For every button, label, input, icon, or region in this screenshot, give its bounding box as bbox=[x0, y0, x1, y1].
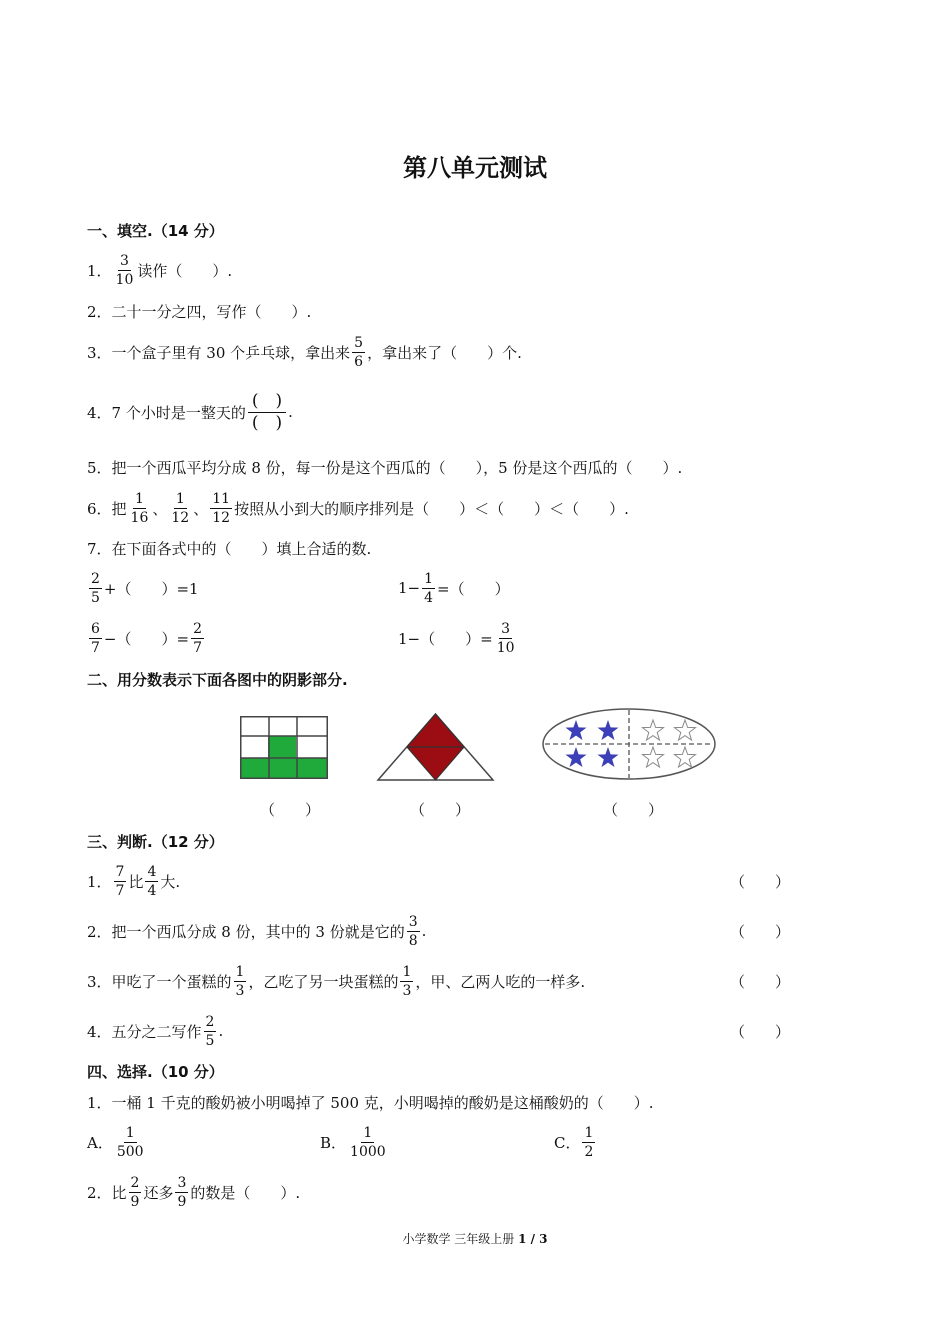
j1-fraction-a-numerator: 7 bbox=[115, 863, 125, 880]
q1-number: 1． bbox=[87, 261, 112, 280]
j1-fraction-a-denominator: 7 bbox=[115, 882, 125, 899]
option-b bbox=[320, 1120, 390, 1164]
ellipse-stars-figure bbox=[541, 707, 717, 781]
q4-text-after: . bbox=[288, 403, 293, 421]
j3-fraction-a-numerator: 1 bbox=[235, 963, 245, 980]
s4-q2-fraction-b-denominator: 9 bbox=[177, 1193, 187, 1210]
eq3-text: −（ ）= bbox=[103, 629, 190, 648]
q6-fraction-c-numerator: 11 bbox=[212, 490, 231, 507]
option-c bbox=[554, 1120, 597, 1164]
j2-mark-box: （ ） bbox=[730, 922, 791, 941]
option-c-fraction bbox=[582, 1126, 595, 1159]
grid-shaded-row bbox=[240, 758, 328, 779]
q1-fraction bbox=[114, 254, 136, 287]
footer-text: 小学数学 三年级上册 bbox=[402, 1232, 519, 1246]
j3-fraction-b-denominator: 3 bbox=[402, 982, 412, 999]
j3-fraction-b-numerator: 1 bbox=[402, 963, 412, 980]
j1-fraction-b bbox=[145, 865, 158, 898]
option-a-fraction bbox=[115, 1126, 146, 1159]
eq1-fraction bbox=[89, 572, 102, 605]
option-b-denominator: 1000 bbox=[350, 1143, 386, 1160]
s4-q2-fraction-a-denominator: 9 bbox=[130, 1193, 140, 1210]
grid-shaded-cell bbox=[268, 736, 296, 758]
eq1-fraction-numerator: 2 bbox=[91, 570, 100, 587]
eq2-fraction bbox=[422, 572, 435, 605]
s4-question-1: 1．一桶 1 千克的酸奶被小明喝掉了 500 克，小明喝掉的酸奶是这桶酸奶的（ ）. bbox=[87, 1094, 654, 1112]
eq4-text: 1−（ ）= bbox=[398, 629, 493, 648]
eq1-text: +（ ）=1 bbox=[103, 579, 199, 598]
q6-text-after: 按照从小到大的顺序排列是（ ）＜（ ）＜（ ）. bbox=[234, 499, 629, 518]
option-b-fraction bbox=[348, 1126, 388, 1159]
grid-figure bbox=[240, 716, 328, 779]
j1-text-after: 大. bbox=[160, 872, 181, 891]
j1-fraction-b-denominator: 4 bbox=[147, 882, 157, 899]
q6-fraction-b-denominator: 12 bbox=[171, 509, 190, 526]
s4-q2-fraction-a-numerator: 2 bbox=[130, 1174, 140, 1191]
option-a-numerator: 1 bbox=[125, 1124, 135, 1141]
s1-question-2: 2．二十一分之四，写作（ ）. bbox=[87, 303, 312, 321]
j4-fraction-numerator: 2 bbox=[205, 1013, 215, 1030]
page-footer bbox=[0, 1230, 950, 1247]
s4-question-2 bbox=[87, 1170, 300, 1214]
q3-text-before: 3．一个盒子里有 30 个乒乓球，拿出来 bbox=[87, 343, 351, 362]
s4-q2-fraction-b-numerator: 3 bbox=[177, 1174, 187, 1191]
section-2-heading: 二、用分数表示下面各图中的阴影部分. bbox=[87, 671, 348, 689]
j2-text-before: 2．把一个西瓜分成 8 份，其中的 3 份就是它的 bbox=[87, 922, 405, 941]
eq3-fraction bbox=[89, 622, 102, 655]
option-a-denominator: 500 bbox=[116, 1143, 144, 1160]
equation-2 bbox=[398, 566, 510, 610]
figure-2-answer: （ ） bbox=[410, 801, 471, 819]
option-a bbox=[87, 1120, 148, 1164]
eq4-result-numerator: 3 bbox=[501, 620, 511, 637]
q1-fraction-numerator: 3 bbox=[120, 252, 129, 269]
j4-fraction bbox=[204, 1015, 217, 1048]
j3-fraction-b bbox=[400, 965, 413, 998]
j3-text-before: 3．甲吃了一个蛋糕的 bbox=[87, 972, 232, 991]
eq3-result-denominator: 7 bbox=[193, 639, 202, 656]
eq3-fraction-numerator: 6 bbox=[91, 620, 100, 637]
eq2-text-before: 1− bbox=[398, 579, 421, 597]
equation-3 bbox=[87, 616, 206, 660]
q4-text-before: 4．7 个小时是一整天的 bbox=[87, 403, 246, 422]
judge-4 bbox=[87, 1009, 791, 1053]
footer-page-number: 1 / 3 bbox=[518, 1232, 548, 1246]
judge-1 bbox=[87, 859, 791, 903]
q3-fraction bbox=[352, 336, 365, 369]
q6-fraction-a-numerator: 1 bbox=[135, 490, 144, 507]
q4-blank-fraction bbox=[248, 390, 286, 433]
judge-3 bbox=[87, 959, 791, 1003]
page-title: 第八单元测试 bbox=[403, 154, 547, 182]
figure-3-answer: （ ） bbox=[603, 801, 664, 819]
q6-fraction-a bbox=[129, 492, 151, 525]
s4-q2-fraction-b bbox=[175, 1176, 188, 1209]
j1-fraction-a bbox=[114, 865, 127, 898]
j4-text-after: . bbox=[218, 1022, 224, 1040]
j4-fraction-denominator: 5 bbox=[205, 1032, 215, 1049]
figure-1-answer: （ ） bbox=[260, 801, 321, 819]
eq2-fraction-denominator: 4 bbox=[424, 589, 434, 606]
q6-fraction-b bbox=[169, 492, 191, 525]
q6-fraction-c-denominator: 12 bbox=[212, 509, 231, 526]
j2-fraction bbox=[407, 915, 420, 948]
equation-1 bbox=[87, 566, 199, 610]
eq2-text-after: =（ ） bbox=[437, 579, 510, 598]
s4-q2-text-after: 的数是（ ）. bbox=[190, 1183, 301, 1202]
section-4-heading: 四、选择.（10 分） bbox=[87, 1063, 224, 1081]
q4-blank-numerator: ( ) bbox=[248, 393, 286, 413]
eq3-result-numerator: 2 bbox=[193, 620, 202, 637]
s1-question-6 bbox=[87, 486, 629, 530]
eq4-result-fraction bbox=[495, 622, 517, 655]
j3-text-after: ，甲、乙两人吃的一样多. bbox=[415, 972, 586, 991]
j1-mark-box: （ ） bbox=[730, 872, 791, 891]
option-c-denominator: 2 bbox=[584, 1143, 594, 1160]
triangle-figure bbox=[377, 713, 494, 781]
j1-fraction-b-numerator: 4 bbox=[147, 863, 157, 880]
option-c-numerator: 1 bbox=[584, 1124, 594, 1141]
j2-fraction-numerator: 3 bbox=[408, 913, 418, 930]
q6-fraction-b-numerator: 1 bbox=[175, 490, 185, 507]
j3-text-mid: ，乙吃了另一块蛋糕的 bbox=[248, 972, 399, 991]
j2-fraction-denominator: 8 bbox=[408, 932, 418, 949]
s4-q2-fraction-a bbox=[129, 1176, 142, 1209]
eq4-result-denominator: 10 bbox=[496, 639, 515, 656]
j2-text-after: . bbox=[421, 922, 427, 940]
q3-text-after: ，拿出来了（ ）个. bbox=[367, 343, 522, 362]
q6-text-before: 6．把 bbox=[87, 499, 127, 518]
q3-fraction-denominator: 6 bbox=[354, 353, 364, 370]
s1-question-5: 5．把一个西瓜平均分成 8 份，每一份是这个西瓜的（ ），5 份是这个西瓜的（ ）. bbox=[87, 459, 683, 477]
option-b-numerator: 1 bbox=[363, 1124, 373, 1141]
q3-fraction-numerator: 5 bbox=[354, 334, 364, 351]
j3-fraction-a bbox=[234, 965, 247, 998]
j1-number: 1． bbox=[87, 872, 112, 891]
option-b-label: B． bbox=[320, 1133, 347, 1152]
q6-separator-2: 、 bbox=[193, 499, 209, 518]
s1-question-4 bbox=[87, 386, 293, 438]
q6-fraction-c bbox=[210, 492, 232, 525]
eq3-fraction-denominator: 7 bbox=[91, 639, 100, 656]
q6-separator-1: 、 bbox=[152, 499, 168, 518]
section-3-heading: 三、判断.（12 分） bbox=[87, 833, 224, 851]
s1-question-7: 7．在下面各式中的（ ）填上合适的数. bbox=[87, 540, 372, 558]
section-1-heading: 一、填空.（14 分） bbox=[87, 222, 224, 240]
s4-q2-text-before: 2．比 bbox=[87, 1183, 127, 1202]
eq1-fraction-denominator: 5 bbox=[91, 589, 100, 606]
judge-2 bbox=[87, 909, 791, 953]
q6-fraction-a-denominator: 16 bbox=[130, 509, 149, 526]
s4-q2-text-mid: 还多 bbox=[143, 1183, 174, 1202]
equation-4 bbox=[398, 616, 519, 660]
option-a-label: A． bbox=[87, 1133, 113, 1152]
q1-text: 读作（ ）. bbox=[137, 261, 233, 280]
j3-mark-box: （ ） bbox=[730, 972, 791, 991]
eq3-result-fraction bbox=[191, 622, 204, 655]
q4-blank-denominator: ( ) bbox=[251, 412, 283, 433]
j4-text-before: 4．五分之二写作 bbox=[87, 1022, 202, 1041]
j1-text-mid: 比 bbox=[128, 872, 144, 891]
j4-mark-box: （ ） bbox=[730, 1022, 791, 1041]
eq2-fraction-numerator: 1 bbox=[424, 570, 434, 587]
s1-question-3 bbox=[87, 330, 522, 374]
option-c-label: C． bbox=[554, 1133, 581, 1152]
q1-fraction-denominator: 10 bbox=[115, 271, 134, 288]
j3-fraction-a-denominator: 3 bbox=[235, 982, 245, 999]
s1-question-1 bbox=[87, 248, 232, 292]
